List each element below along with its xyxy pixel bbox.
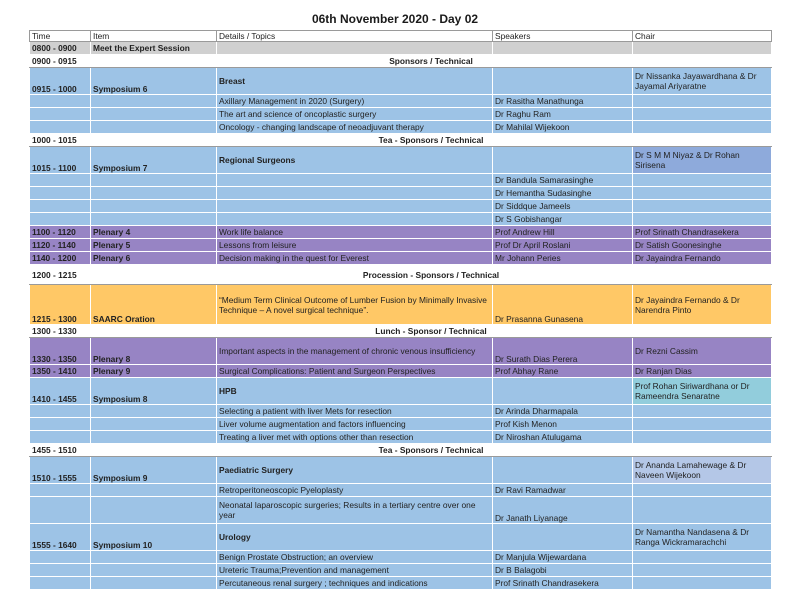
item-cell [91,200,217,213]
item-cell [91,95,217,108]
speaker-cell: Dr S Gobishangar [493,213,633,226]
item-cell: Symposium 6 [91,68,217,95]
schedule-row [30,551,772,564]
item-cell: Symposium 7 [91,147,217,174]
chair-cell [633,551,772,564]
time-cell [30,213,91,226]
chair-cell [633,174,772,187]
item-cell: Plenary 8 [91,338,217,365]
time-cell [30,564,91,577]
schedule-row [30,431,772,444]
details-cell: Axillary Management in 2020 (Surgery) [217,95,493,108]
break-label: Tea - Sponsors / Technical [91,134,772,147]
speaker-cell: Dr Surath Dias Perera [493,338,633,365]
schedule-row [30,121,772,134]
schedule-row [30,378,772,405]
header-speakers: Speakers [493,31,633,42]
speaker-cell: Dr B Balagobi [493,564,633,577]
details-cell [217,187,493,200]
schedule-row [30,213,772,226]
schedule-row [30,108,772,121]
chair-cell: Dr Ranjan Dias [633,365,772,378]
schedule-row [30,564,772,577]
header-chair: Chair [633,31,772,42]
schedule-table [29,30,772,590]
break-label: Sponsors / Technical [91,55,772,68]
time-cell [30,121,91,134]
chair-cell [633,564,772,577]
break-row [30,265,772,285]
break-row [30,134,772,147]
speaker-cell [493,42,633,55]
chair-cell [633,405,772,418]
schedule-row [30,147,772,174]
time-cell: 1455 - 1510 [30,444,91,457]
speaker-cell: Prof Andrew Hill [493,226,633,239]
chair-cell [633,213,772,226]
header-item: Item [91,31,217,42]
header-details: Details / Topics [217,31,493,42]
chair-cell [633,484,772,497]
speaker-cell [493,68,633,95]
item-cell [91,418,217,431]
details-cell: Paediatric Surgery [217,457,493,484]
schedule-row [30,226,772,239]
time-cell [30,108,91,121]
time-cell [30,497,91,524]
details-cell [217,174,493,187]
chair-cell: Dr Jayaindra Fernando [633,252,772,265]
time-cell [30,484,91,497]
chair-cell: Dr Ananda Lamahewage & Dr Naveen Wijekoon [633,457,772,484]
chair-cell [633,187,772,200]
time-cell [30,174,91,187]
details-cell [217,213,493,226]
break-row [30,325,772,338]
speaker-cell: Dr Mahilal Wijekoon [493,121,633,134]
time-cell: 1330 - 1350 [30,338,91,365]
details-cell: Work life balance [217,226,493,239]
details-cell: Oncology - changing landscape of neoadjuvant therapy [217,121,493,134]
chair-cell: Dr Rezni Cassim [633,338,772,365]
chair-cell [633,418,772,431]
chair-cell: Dr Nissanka Jayawardhana & Dr Jayamal Ariyaratne [633,68,772,95]
details-cell: Important aspects in the management of chronic venous insufficiency [217,338,493,365]
speaker-cell: Prof Abhay Rane [493,365,633,378]
time-cell: 0800 - 0900 [30,42,91,55]
time-cell: 1200 - 1215 [30,265,91,285]
schedule-row [30,239,772,252]
schedule-row [30,42,772,55]
schedule-row [30,524,772,551]
time-cell: 0900 - 0915 [30,55,91,68]
schedule-row [30,285,772,325]
details-cell: Regional Surgeons [217,147,493,174]
time-cell [30,95,91,108]
details-cell: Liver volume augmentation and factors influencing [217,418,493,431]
speaker-cell: Dr Bandula Samarasinghe [493,174,633,187]
details-cell: Urology [217,524,493,551]
schedule-row [30,68,772,95]
schedule-row [30,187,772,200]
chair-cell: Dr Jayaindra Fernando & Dr Narendra Pinto [633,285,772,325]
speaker-cell: Dr Niroshan Atulugama [493,431,633,444]
schedule-row [30,365,772,378]
time-cell: 1000 - 1015 [30,134,91,147]
speaker-cell: Dr Raghu Ram [493,108,633,121]
details-cell: The art and science of oncoplastic surgery [217,108,493,121]
chair-cell: Dr S M M Niyaz & Dr Rohan Sirisena [633,147,772,174]
speaker-cell: Dr Siddque Jameels [493,200,633,213]
item-cell: Symposium 10 [91,524,217,551]
details-cell: Breast [217,68,493,95]
chair-cell [633,577,772,590]
schedule-row [30,252,772,265]
speaker-cell: Dr Rasitha Manathunga [493,95,633,108]
schedule-row [30,418,772,431]
item-cell [91,484,217,497]
page-title: 06th November 2020 - Day 02 [311,12,479,26]
schedule-row [30,200,772,213]
details-cell: Lessons from leisure [217,239,493,252]
speaker-cell: Dr Manjula Wijewardana [493,551,633,564]
time-cell: 1300 - 1330 [30,325,91,338]
details-cell: “Medium Term Clinical Outcome of Lumber Fusion by Minimally Invasive Technique – A novel surgical technique”. [217,285,493,325]
header-row [30,31,772,42]
schedule-row [30,577,772,590]
break-row [30,55,772,68]
details-cell: Ureteric Trauma;Prevention and management [217,564,493,577]
speaker-cell: Dr Hemantha Sudasinghe [493,187,633,200]
time-cell: 1555 - 1640 [30,524,91,551]
speaker-cell [493,524,633,551]
speaker-cell: Prof Kish Menon [493,418,633,431]
schedule-row [30,497,772,524]
details-cell: Treating a liver met with options other than resection [217,431,493,444]
time-cell: 1120 - 1140 [30,239,91,252]
break-row [30,444,772,457]
time-cell [30,418,91,431]
schedule-row [30,174,772,187]
details-cell: HPB [217,378,493,405]
speaker-cell: Prof Srinath Chandrasekera [493,577,633,590]
details-cell: Decision making in the quest for Everest [217,252,493,265]
chair-cell [633,108,772,121]
speaker-cell [493,147,633,174]
speaker-cell [493,457,633,484]
speaker-cell: Dr Ravi Ramadwar [493,484,633,497]
break-label: Procession - Sponsors / Technical [91,265,772,285]
chair-cell: Prof Rohan Siriwardhana or Dr Rameendra Senaratne [633,378,772,405]
time-cell: 1140 - 1200 [30,252,91,265]
item-cell: Meet the Expert Session [91,42,217,55]
schedule-row [30,405,772,418]
schedule-row [30,95,772,108]
chair-cell [633,431,772,444]
item-cell [91,174,217,187]
time-cell: 1215 - 1300 [30,285,91,325]
time-cell [30,187,91,200]
chair-cell: Prof Srinath Chandrasekera [633,226,772,239]
chair-cell: Dr Satish Goonesinghe [633,239,772,252]
details-cell: Selecting a patient with liver Mets for resection [217,405,493,418]
time-cell: 1510 - 1555 [30,457,91,484]
item-cell [91,213,217,226]
chair-cell [633,497,772,524]
item-cell [91,431,217,444]
header-time: Time [30,31,91,42]
time-cell [30,405,91,418]
schedule-row [30,457,772,484]
time-cell [30,577,91,590]
item-cell [91,497,217,524]
item-cell: Symposium 8 [91,378,217,405]
chair-cell [633,200,772,213]
chair-cell [633,95,772,108]
item-cell: Symposium 9 [91,457,217,484]
item-cell [91,577,217,590]
details-cell [217,42,493,55]
item-cell [91,564,217,577]
details-cell: Neonatal laparoscopic surgeries; Results in a tertiary centre over one year [217,497,493,524]
item-cell: Plenary 6 [91,252,217,265]
details-cell [217,200,493,213]
time-cell [30,200,91,213]
item-cell [91,108,217,121]
item-cell: SAARC Oration [91,285,217,325]
time-cell [30,431,91,444]
speaker-cell: Prof Dr April Roslani [493,239,633,252]
time-cell [30,551,91,564]
chair-cell [633,42,772,55]
item-cell [91,121,217,134]
details-cell: Benign Prostate Obstruction; an overview [217,551,493,564]
item-cell: Plenary 5 [91,239,217,252]
break-label: Lunch - Sponsor / Technical [91,325,772,338]
speaker-cell: Dr Janath Liyanage [493,497,633,524]
chair-cell: Dr Namantha Nandasena & Dr Ranga Wickramarachchi [633,524,772,551]
break-label: Tea - Sponsors / Technical [91,444,772,457]
details-cell: Retroperitoneoscopic Pyeloplasty [217,484,493,497]
item-cell: Plenary 4 [91,226,217,239]
schedule-row [30,338,772,365]
item-cell: Plenary 9 [91,365,217,378]
speaker-cell: Mr Johann Peries [493,252,633,265]
time-cell: 1410 - 1455 [30,378,91,405]
speaker-cell: Dr Prasanna Gunasena [493,285,633,325]
time-cell: 1015 - 1100 [30,147,91,174]
time-cell: 1100 - 1120 [30,226,91,239]
item-cell [91,405,217,418]
time-cell: 0915 - 1000 [30,68,91,95]
schedule-body [30,31,772,590]
speaker-cell: Dr Arinda Dharmapala [493,405,633,418]
chair-cell [633,121,772,134]
schedule-row [30,484,772,497]
details-cell: Surgical Complications: Patient and Surgeon Perspectives [217,365,493,378]
details-cell: Percutaneous renal surgery ; techniques and indications [217,577,493,590]
item-cell [91,551,217,564]
speaker-cell [493,378,633,405]
time-cell: 1350 - 1410 [30,365,91,378]
item-cell [91,187,217,200]
